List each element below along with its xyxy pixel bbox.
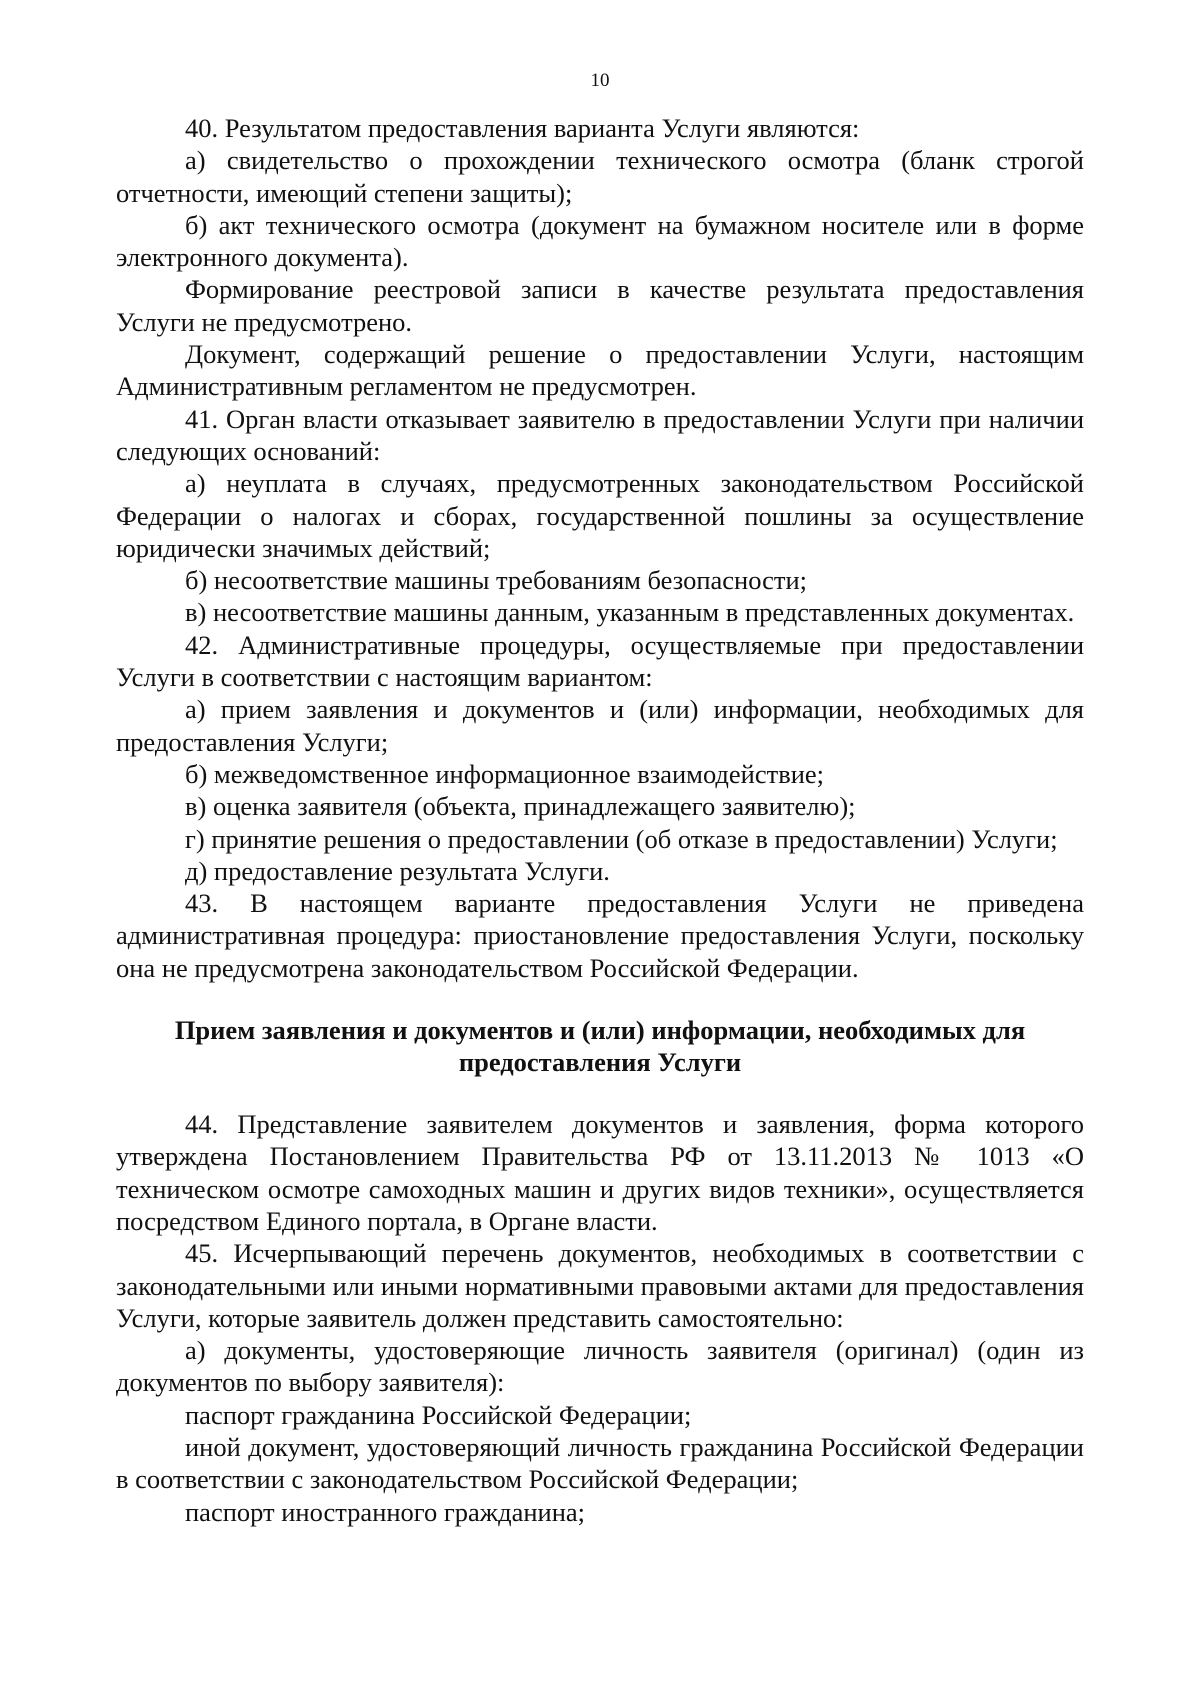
- paragraph-42-d: г) принятие решения о предоставлении (об отказе в предоставлении) Услуги;: [185, 823, 1058, 854]
- list-item-foreign-passport: паспорт иностранного гражданина;: [185, 1496, 585, 1527]
- list-item-russian-passport: паспорт гражданина Российской Федерации;: [185, 1399, 692, 1430]
- paragraph-42-b: б) межведомственное информационное взаимодействие;: [185, 758, 825, 789]
- paragraph-40-a: а) свидетельство о прохождении технического осмотра (бланк строгой отчетности, имеющий степени защиты);: [116, 145, 1084, 208]
- paragraph-41-c: в) несоответствие машины данным, указанным в представленных документах.: [185, 597, 1075, 628]
- paragraph-44: 44. Представление заявителем документов и заявления, форма которого утверждена Постановлением Правительства РФ от 13.11.2013 № 1013 «О техническом осмотре самоходных машин и других видов техники», осуществляется посредством Единого портала, в Органе власти.: [116, 1109, 1084, 1236]
- paragraph-41: 41. Орган власти отказывает заявителю в предоставлении Услуги при наличии следующих оснований:: [116, 403, 1084, 466]
- list-item-other-identity-document: иной документ, удостоверяющий личность гражданина Российской Федерации в соответствии с законодательством Российской Федерации;: [116, 1431, 1084, 1495]
- paragraph-42-a: а) прием заявления и документов и (или) информации, необходимых для предоставления Услуги;: [116, 694, 1084, 757]
- paragraph-41-b: б) несоответствие машины требованиям безопасности;: [185, 565, 808, 596]
- paragraph-42: 42. Административные процедуры, осуществляемые при предоставлении Услуги в соответствии с настоящим вариантом:: [116, 629, 1084, 693]
- paragraph-decision-document: Документ, содержащий решение о предоставлении Услуги, настоящим Административным регламентом не предусмотрен.: [116, 339, 1084, 402]
- document-body: [116, 112, 1084, 1528]
- paragraph-45-a: а) документы, удостоверяющие личность заявителя (оригинал) (один из документов по выбору заявителя):: [116, 1335, 1084, 1398]
- section-heading: Прием заявления и документов и (или) информации, необходимых для предоставления Услуги: [174, 1015, 1026, 1078]
- paragraph-41-a: а) неуплата в случаях, предусмотренных законодательством Российской Федерации о налогах и сборах, государственной пошлины за осуществление юридически значимых действий;: [116, 468, 1084, 563]
- page-number: 10: [590, 70, 610, 91]
- paragraph-42-c: в) оценка заявителя (объекта, принадлежащего заявителю);: [185, 791, 856, 822]
- paragraph-registry-record: Формирование реестровой записи в качестве результата предоставления Услуги не предусмотрено.: [116, 274, 1084, 337]
- paragraph-40: 40. Результатом предоставления варианта Услуги являются:: [185, 113, 860, 143]
- paragraph-40-b: б) акт технического осмотра (документ на бумажном носителе или в форме электронного документа).: [116, 209, 1084, 273]
- paragraph-45: 45. Исчерпывающий перечень документов, необходимых в соответствии с законодательными или иными нормативными правовыми актами для предоставления Услуги, которые заявитель должен представить самостоятельно:: [116, 1238, 1084, 1333]
- paragraph-42-e: д) предоставление результата Услуги.: [185, 855, 610, 886]
- paragraph-43: 43. В настоящем варианте предоставления Услуги не приведена административная процедура: приостановление предоставления Услуги, поскольку она не предусмотрена законодательством Российской Федерации.: [116, 888, 1084, 983]
